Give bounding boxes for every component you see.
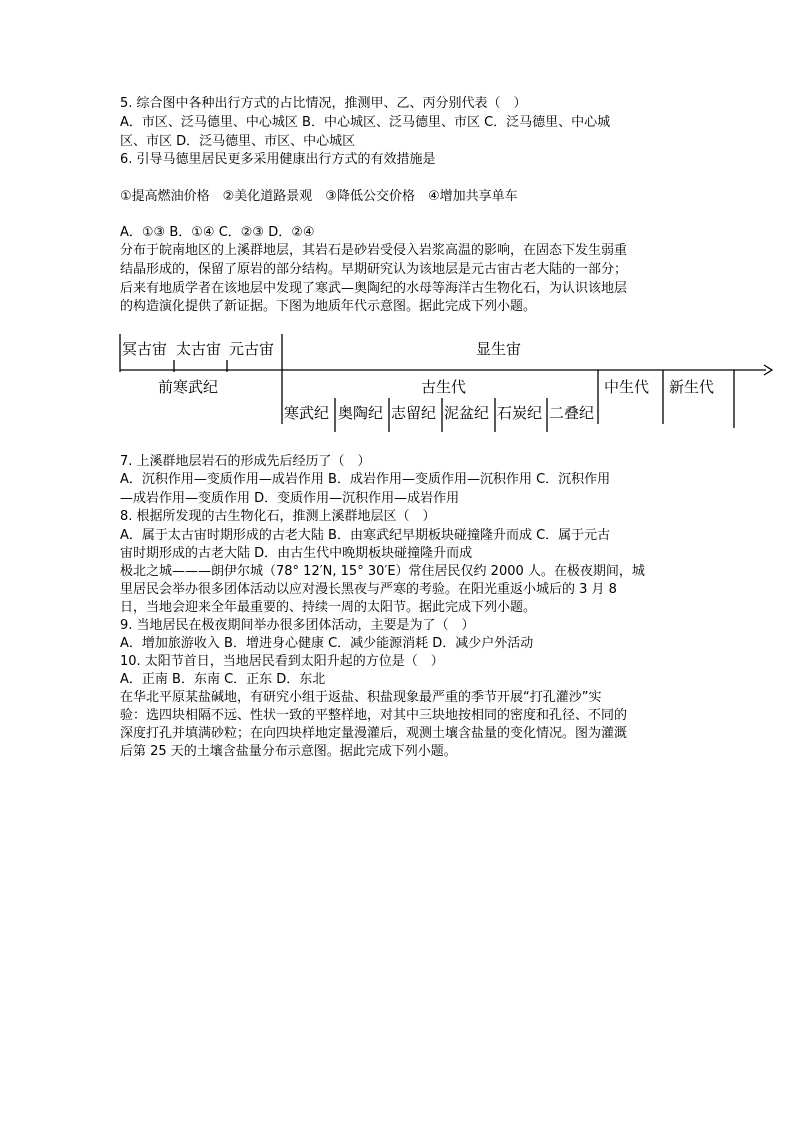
- passage-1-line-4: 的构造演化提供了新证据。下图为地质年代示意图。据此完成下列小题。: [120, 299, 537, 314]
- era-cenozoic: 新生代: [669, 378, 715, 396]
- period-carboniferous: 石炭纪: [497, 404, 543, 422]
- question-9-options: A．增加旅游收入 B．增进身心健康 C．减少能源消耗 D．减少户外活动: [120, 636, 534, 651]
- era-paleozoic: 古生代: [421, 378, 467, 396]
- question-9-stem: 9. 当地居民在极夜期间举办很多团体活动，主要是为了（ ）: [120, 618, 475, 633]
- question-7-options-line-1: A．沉积作用—变质作用—成岩作用 B．成岩作用—变质作用—沉积作用 C．沉积作用: [120, 472, 611, 487]
- passage-1-line-3: 后来有地质学者在该地层中发现了寒武—奥陶纪的水母等海洋古生物化石，为认识该地层: [120, 281, 628, 296]
- period-permian: 二叠纪: [549, 404, 595, 422]
- question-5-options-line-1: A．市区、泛马德里、中心城区 B．中心城区、泛马德里、市区 C．泛马德里、中心城: [120, 115, 611, 130]
- question-6-options: A．①③ B．①④ C．②③ D．②④: [120, 225, 315, 240]
- eon-phanerozoic: 显生宙: [476, 340, 522, 358]
- question-8-stem: 8. 根据所发现的古生物化石，推测上溪群地层区（ ）: [120, 509, 436, 524]
- question-8-options-line-1: A．属于太古宙时期形成的古老大陆 B．由寒武纪早期板块碰撞隆升而成 C．属于元古: [120, 528, 611, 543]
- passage-1-line-2: 结晶形成的，保留了原岩的部分结构。早期研究认为该地层是元古宙古老大陆的一部分；: [120, 262, 628, 277]
- period-ordovician: 奥陶纪: [338, 404, 384, 422]
- question-10-stem: 10. 太阳节首日，当地居民看到太阳升起的方位是（ ）: [120, 654, 444, 669]
- question-7-options-line-2: —成岩作用—变质作用 D．变质作用—沉积作用—成岩作用: [120, 491, 460, 506]
- passage-2-line-1: 极北之城———朗伊尔城（78° 12′N, 15° 30′E）常住居民仅约 2000 人。在极夜期间，城: [120, 564, 645, 579]
- eon-proterozoic: 元古宙: [229, 340, 275, 358]
- passage-2-line-3: 日，当地会迎来全年最重要的、持续一周的太阳节。据此完成下列小题。: [120, 600, 537, 615]
- passage-3-line-1: 在华北平原某盐碱地，有研究小组于返盐、积盐现象最严重的季节开展“打孔灌沙”实: [120, 690, 602, 705]
- period-silurian: 志留纪: [391, 404, 437, 422]
- passage-1-line-1: 分布于皖南地区的上溪群地层，其岩石是砂岩受侵入岩浆高温的影响，在固态下发生弱重: [120, 243, 628, 258]
- question-7-stem: 7. 上溪群地层岩石的形成先后经历了（ ）: [120, 454, 371, 469]
- question-6-measures: ①提高燃油价格 ②美化道路景观 ③降低公交价格 ④增加共享单车: [120, 189, 518, 204]
- eon-hadean: 冥古宙: [122, 340, 168, 358]
- question-5-stem: 5. 综合图中各种出行方式的占比情况，推测甲、乙、丙分别代表（ ）: [120, 96, 527, 111]
- question-5-options-line-2: 区、市区 D．泛马德里、市区、中心城区: [120, 134, 356, 149]
- era-precambrian: 前寒武纪: [158, 378, 219, 396]
- eon-archean: 太古宙: [176, 340, 222, 358]
- passage-3-line-4: 后第 25 天的土壤含盐量分布示意图。据此完成下列小题。: [120, 744, 457, 759]
- period-devonian: 泥盆纪: [444, 404, 490, 422]
- period-cambrian: 寒武纪: [284, 404, 330, 422]
- passage-3-line-2: 验：选四块相隔不远、性状一致的平整样地，对其中三块地按相同的密度和孔径、不同的: [120, 708, 628, 723]
- passage-2-line-2: 里居民会举办很多团体活动以应对漫长黑夜与严寒的考验。在阳光重返小城后的 3 月 8: [120, 582, 617, 597]
- era-mesozoic: 中生代: [604, 378, 650, 396]
- question-10-options: A．正南 B．东南 C．正东 D．东北: [120, 672, 326, 687]
- question-6-stem: 6. 引导马德里居民更多采用健康出行方式的有效措施是: [120, 152, 436, 167]
- passage-3-line-3: 深度打孔并填满砂粒；在向四块样地定量漫灌后，观测土壤含盐量的变化情况。图为灌溉: [120, 726, 628, 741]
- geologic-timescale-diagram: [116, 332, 780, 432]
- question-8-options-line-2: 宙时期形成的古老大陆 D．由古生代中晚期板块碰撞隆升而成: [120, 546, 473, 561]
